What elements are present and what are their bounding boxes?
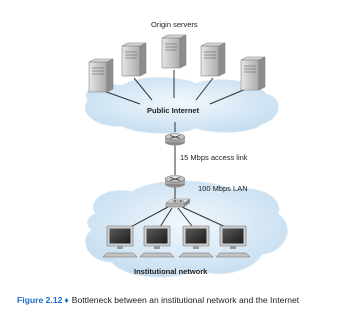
server-icon xyxy=(162,35,186,68)
institutional-network-label: Institutional network xyxy=(134,267,208,276)
server-icon xyxy=(241,57,265,90)
figure-number: Figure 2.12 xyxy=(17,295,63,305)
router-icon xyxy=(165,134,185,146)
lan-label: 100 Mbps LAN xyxy=(198,184,248,193)
caption-separator: ♦ xyxy=(64,295,69,305)
router-icon xyxy=(165,176,185,188)
access-link-label: 15 Mbps access link xyxy=(180,153,248,162)
origin-servers-label: Origin servers xyxy=(151,20,198,29)
figure-caption xyxy=(17,295,299,305)
server-icon xyxy=(201,43,225,76)
server-icon xyxy=(122,43,146,76)
public-internet-label: Public Internet xyxy=(147,106,200,115)
caption-text: Bottleneck between an institutional network and the Internet xyxy=(71,295,300,305)
server-icon xyxy=(89,59,113,92)
